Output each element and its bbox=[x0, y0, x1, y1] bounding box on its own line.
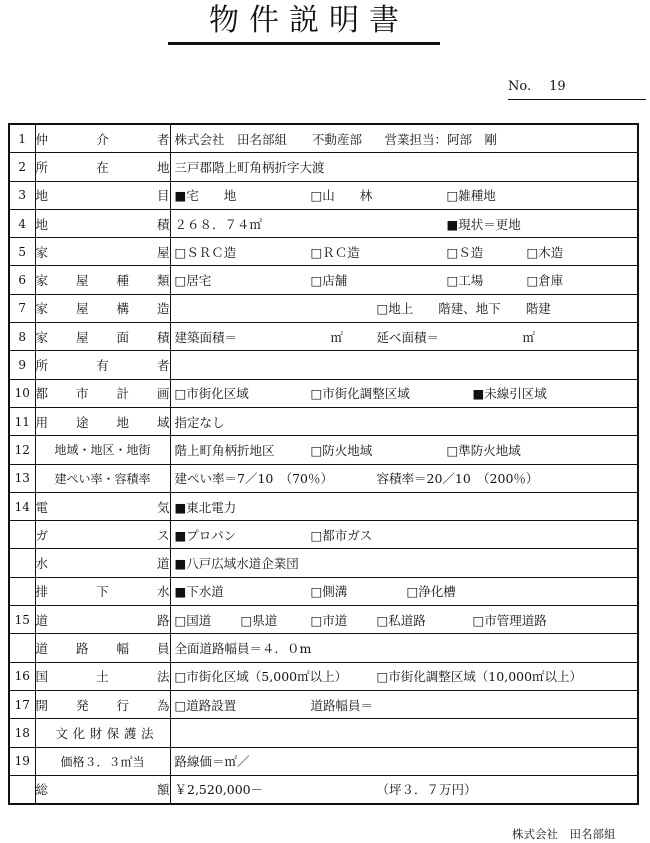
value-item: □ＲＣ造 bbox=[310, 244, 360, 260]
value-item: □準防火地域 bbox=[446, 442, 521, 458]
table-row bbox=[9, 690, 638, 718]
table-row bbox=[9, 124, 638, 153]
row-number: 12 bbox=[9, 436, 35, 464]
value-item: □浄化槽 bbox=[406, 584, 456, 600]
row-value bbox=[170, 294, 638, 322]
row-value bbox=[170, 775, 638, 804]
table-row bbox=[9, 351, 638, 379]
value-item: 階上町角柄折地区 bbox=[174, 442, 275, 458]
row-label: 道路幅員 bbox=[35, 634, 170, 662]
value-item: □工場 bbox=[446, 273, 484, 289]
row-label: 仲介者 bbox=[35, 124, 170, 153]
value-item: 営業担当：阿部 剛 bbox=[384, 131, 498, 147]
row-value bbox=[170, 492, 638, 520]
value-item: □雑種地 bbox=[446, 188, 496, 204]
row-number: 5 bbox=[9, 238, 35, 266]
value-item: 延べ面積＝ bbox=[376, 329, 440, 345]
document-number-underline bbox=[508, 99, 646, 100]
row-number: 3 bbox=[9, 181, 35, 209]
row-label: 電気 bbox=[35, 492, 170, 520]
value-item: □県道 bbox=[240, 612, 278, 628]
value-item: □居宅 bbox=[174, 273, 212, 289]
row-number: 11 bbox=[9, 407, 35, 435]
title-underline bbox=[168, 42, 440, 45]
value-item: 全面道路幅員＝４．０m bbox=[174, 640, 312, 656]
table-row bbox=[9, 521, 638, 549]
table-row bbox=[9, 238, 638, 266]
row-label: ガス bbox=[35, 521, 170, 549]
table-row bbox=[9, 606, 638, 634]
value-item: ■未線引区域 bbox=[472, 386, 547, 402]
row-value bbox=[170, 690, 638, 718]
row-label: 家屋構造 bbox=[35, 294, 170, 322]
value-item: ２６８．７４㎡ bbox=[174, 216, 263, 232]
table-row bbox=[9, 662, 638, 690]
row-value bbox=[170, 577, 638, 605]
row-value bbox=[170, 379, 638, 407]
value-item: 道路幅員＝ bbox=[310, 697, 374, 713]
row-label: 開発行為 bbox=[35, 690, 170, 718]
row-value bbox=[170, 436, 638, 464]
row-number: 4 bbox=[9, 209, 35, 237]
document-number-label: No. bbox=[508, 79, 532, 94]
row-value bbox=[170, 634, 638, 662]
row-number: 9 bbox=[9, 351, 35, 379]
value-item: □市街化区域（5,000㎡以上） bbox=[174, 669, 348, 685]
row-number: 10 bbox=[9, 379, 35, 407]
value-item: 建ぺい率＝7／10 （70％） bbox=[174, 471, 334, 487]
value-item: ■下水道 bbox=[174, 584, 224, 600]
row-number: 17 bbox=[9, 690, 35, 718]
row-label: 水道 bbox=[35, 549, 170, 577]
value-item: □国道 bbox=[174, 612, 212, 628]
row-value bbox=[170, 124, 638, 153]
row-label: 地目 bbox=[35, 181, 170, 209]
row-number bbox=[9, 577, 35, 605]
value-item: ㎡ bbox=[522, 329, 536, 345]
row-number: 1 bbox=[9, 124, 35, 153]
value-item: □ＳＲＣ造 bbox=[174, 244, 237, 260]
table-row bbox=[9, 379, 638, 407]
table-row bbox=[9, 407, 638, 435]
row-label: 地域・地区・地街 bbox=[35, 436, 170, 464]
row-number: 8 bbox=[9, 323, 35, 351]
value-item: □市道 bbox=[310, 612, 348, 628]
value-item: □木造 bbox=[526, 244, 564, 260]
value-item: □私道路 bbox=[376, 612, 426, 628]
value-item: □市街化調整区域（10,000㎡以上） bbox=[376, 669, 583, 685]
row-label: 用途地域 bbox=[35, 407, 170, 435]
row-value bbox=[170, 521, 638, 549]
row-value bbox=[170, 351, 638, 379]
table-row bbox=[9, 181, 638, 209]
table-row bbox=[9, 464, 638, 492]
row-value bbox=[170, 662, 638, 690]
value-item: □道路設置 bbox=[174, 697, 237, 713]
row-label: 地積 bbox=[35, 209, 170, 237]
row-value bbox=[170, 747, 638, 775]
row-number: 6 bbox=[9, 266, 35, 294]
row-number bbox=[9, 549, 35, 577]
table-row bbox=[9, 775, 638, 804]
row-value bbox=[170, 323, 638, 351]
row-label: 所在地 bbox=[35, 153, 170, 181]
row-value bbox=[170, 238, 638, 266]
row-label: 建ぺい率・容積率 bbox=[35, 464, 170, 492]
row-label: 家屋面積 bbox=[35, 323, 170, 351]
value-item: □市街化調整区域 bbox=[310, 386, 410, 402]
row-label: 家屋種類 bbox=[35, 266, 170, 294]
row-number bbox=[9, 634, 35, 662]
value-item: ■東北電力 bbox=[174, 499, 237, 515]
page-title: 物件説明書 bbox=[209, 3, 409, 38]
row-number bbox=[9, 775, 35, 804]
row-value bbox=[170, 549, 638, 577]
row-number: 13 bbox=[9, 464, 35, 492]
value-item: 建築面積＝ bbox=[174, 329, 238, 345]
table-row bbox=[9, 436, 638, 464]
table-row bbox=[9, 577, 638, 605]
company-footer: 株式会社 田名部組 bbox=[512, 827, 616, 841]
row-label: 価格３．３㎡当 bbox=[35, 747, 170, 775]
value-item: □防火地域 bbox=[310, 442, 373, 458]
row-value bbox=[170, 266, 638, 294]
value-item: 路線価＝㎡／ bbox=[174, 754, 250, 770]
value-item: □地上 階建、地下 階建 bbox=[376, 301, 551, 317]
row-value bbox=[170, 719, 638, 747]
value-item: □倉庫 bbox=[526, 273, 564, 289]
row-number: 16 bbox=[9, 662, 35, 690]
value-item: □都市ガス bbox=[310, 527, 373, 543]
row-number bbox=[9, 521, 35, 549]
row-value bbox=[170, 209, 638, 237]
value-item: ㎡ bbox=[330, 329, 344, 345]
row-number: 18 bbox=[9, 719, 35, 747]
value-item: □市管理道路 bbox=[472, 612, 547, 628]
value-item: 三戸郡階上町角柄折字大渡 bbox=[174, 159, 325, 175]
value-item: 指定なし bbox=[174, 414, 225, 430]
table-row bbox=[9, 323, 638, 351]
row-value bbox=[170, 606, 638, 634]
row-number: 2 bbox=[9, 153, 35, 181]
row-label: 家屋 bbox=[35, 238, 170, 266]
row-label: 所有者 bbox=[35, 351, 170, 379]
document-number-value: 19 bbox=[549, 79, 566, 94]
row-number: 7 bbox=[9, 294, 35, 322]
row-label: 総額 bbox=[35, 775, 170, 804]
value-item: （坪３．７万円） bbox=[376, 782, 477, 798]
value-item: □店舗 bbox=[310, 273, 348, 289]
table-row bbox=[9, 266, 638, 294]
value-item: ■現状＝更地 bbox=[446, 216, 521, 232]
table-row bbox=[9, 294, 638, 322]
row-label: 道路 bbox=[35, 606, 170, 634]
property-table bbox=[8, 123, 639, 805]
value-item: □山 林 bbox=[310, 188, 373, 204]
value-item: □Ｓ造 bbox=[446, 244, 484, 260]
row-value bbox=[170, 407, 638, 435]
row-label: 都市計画 bbox=[35, 379, 170, 407]
row-value bbox=[170, 153, 638, 181]
table-row bbox=[9, 153, 638, 181]
document-number bbox=[508, 78, 646, 96]
value-item: 容積率＝20／10 （200％） bbox=[376, 471, 539, 487]
table-row bbox=[9, 492, 638, 520]
row-value bbox=[170, 181, 638, 209]
table-row bbox=[9, 634, 638, 662]
value-item: 株式会社 田名部組 不動産部 bbox=[174, 131, 363, 147]
value-item: ■プロパン bbox=[174, 527, 237, 543]
row-number: 14 bbox=[9, 492, 35, 520]
value-item: □市街化区域 bbox=[174, 386, 249, 402]
value-item: ■八戸広域水道企業団 bbox=[174, 556, 299, 572]
value-item: ￥2,520,000－ bbox=[174, 782, 264, 798]
value-item: □側溝 bbox=[310, 584, 348, 600]
row-number: 15 bbox=[9, 606, 35, 634]
table-row bbox=[9, 209, 638, 237]
row-label: 排下水 bbox=[35, 577, 170, 605]
value-item: ■宅 地 bbox=[174, 188, 237, 204]
row-value bbox=[170, 464, 638, 492]
table-row bbox=[9, 747, 638, 775]
row-label: 文化財保護法 bbox=[35, 719, 170, 747]
row-label: 国土法 bbox=[35, 662, 170, 690]
row-number: 19 bbox=[9, 747, 35, 775]
table-row bbox=[9, 549, 638, 577]
table-row bbox=[9, 719, 638, 747]
